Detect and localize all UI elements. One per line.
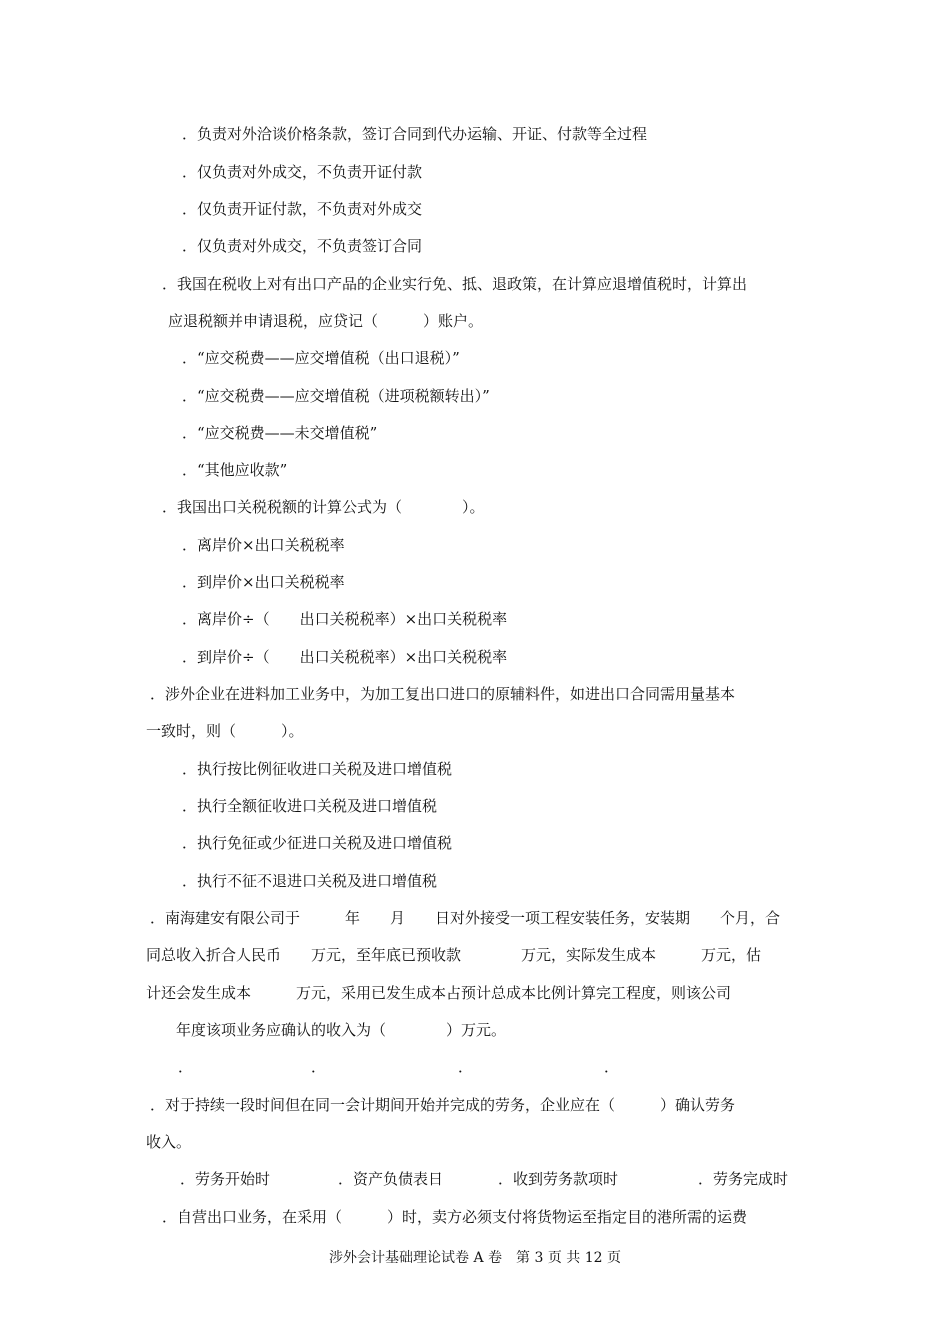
option-d: ． <box>604 1058 620 1076</box>
option-b: ．资产负债表日 <box>338 1170 444 1188</box>
option-b: ．到岸价×出口关税税率 <box>182 573 345 591</box>
option-a: ．劳务开始时 <box>180 1170 271 1188</box>
option-a: ．离岸价×出口关税税率 <box>182 536 345 554</box>
option-b: ．执行全额征收进口关税及进口增值税 <box>182 797 438 815</box>
question-text-continued: 应退税额并申请退税，应贷记（ ）账户。 <box>168 312 484 330</box>
option-c: ．收到劳务款项时 <box>498 1170 619 1188</box>
question-text-continued: 一致时，则（ ）。 <box>146 722 304 740</box>
option-d: ．仅负责对外成交，不负责签订合同 <box>182 237 423 255</box>
question-text-continued: 计还会发生成本 万元，采用已发生成本占预计总成本比例计算完工程度，则该公司 <box>146 984 732 1002</box>
option-c: ．执行免征或少征进口关税及进口增值税 <box>182 834 453 852</box>
option-a: ．执行按比例征收进口关税及进口增值税 <box>182 760 453 778</box>
question-text: ．南海建安有限公司于 年 月 日对外接受一项工程安装任务，安装期 个月，合 <box>150 909 781 927</box>
question-text: ．自营出口业务，在采用（ ）时，卖方必须支付将货物运至指定目的港所需的运费 <box>162 1208 748 1226</box>
option-d: ．“其他应收款” <box>182 461 288 479</box>
option-a: ．“应交税费——应交增值税（出口退税）” <box>182 349 460 367</box>
page-footer: 涉外会计基础理论试卷 A 卷 第 3 页 共 12 页 <box>329 1250 621 1266</box>
option-b: ．“应交税费——应交增值税（进项税额转出）” <box>182 387 490 405</box>
question-text-continued: 年度该项业务应确认的收入为（ ）万元。 <box>176 1021 507 1039</box>
option-d: ．劳务完成时 <box>698 1170 789 1188</box>
question-text-continued: 同总收入折合人民币 万元，至年底已预收款 万元，实际发生成本 万元，估 <box>146 946 762 964</box>
question-text: ．涉外企业在进料加工业务中，为加工复出口进口的原辅料件，如进出口合同需用量基本 <box>150 685 736 703</box>
option-b: ．仅负责对外成交，不负责开证付款 <box>182 163 423 181</box>
question-text: ．对于持续一段时间但在同一会计期间开始并完成的劳务，企业应在（ ）确认劳务 <box>150 1096 736 1114</box>
option-c: ．离岸价÷（ 出口关税税率）×出口关税税率 <box>182 610 508 628</box>
option-c: ．“应交税费——未交增值税” <box>182 424 378 442</box>
option-c: ． <box>458 1058 474 1076</box>
question-text: ．我国在税收上对有出口产品的企业实行免、抵、退政策，在计算应退增值税时，计算出 <box>162 275 748 293</box>
option-d: ．到岸价÷（ 出口关税税率）×出口关税税率 <box>182 648 508 666</box>
option-a: ． <box>178 1058 194 1076</box>
option-b: ． <box>311 1058 327 1076</box>
option-a: ．负责对外洽谈价格条款，签订合同到代办运输、开证、付款等全过程 <box>182 125 648 143</box>
question-text-continued: 收入。 <box>146 1133 192 1151</box>
option-d: ．执行不征不退进口关税及进口增值税 <box>182 872 438 890</box>
question-text: ．我国出口关税税额的计算公式为（ ）。 <box>162 498 485 516</box>
option-c: ．仅负责开证付款，不负责对外成交 <box>182 200 423 218</box>
